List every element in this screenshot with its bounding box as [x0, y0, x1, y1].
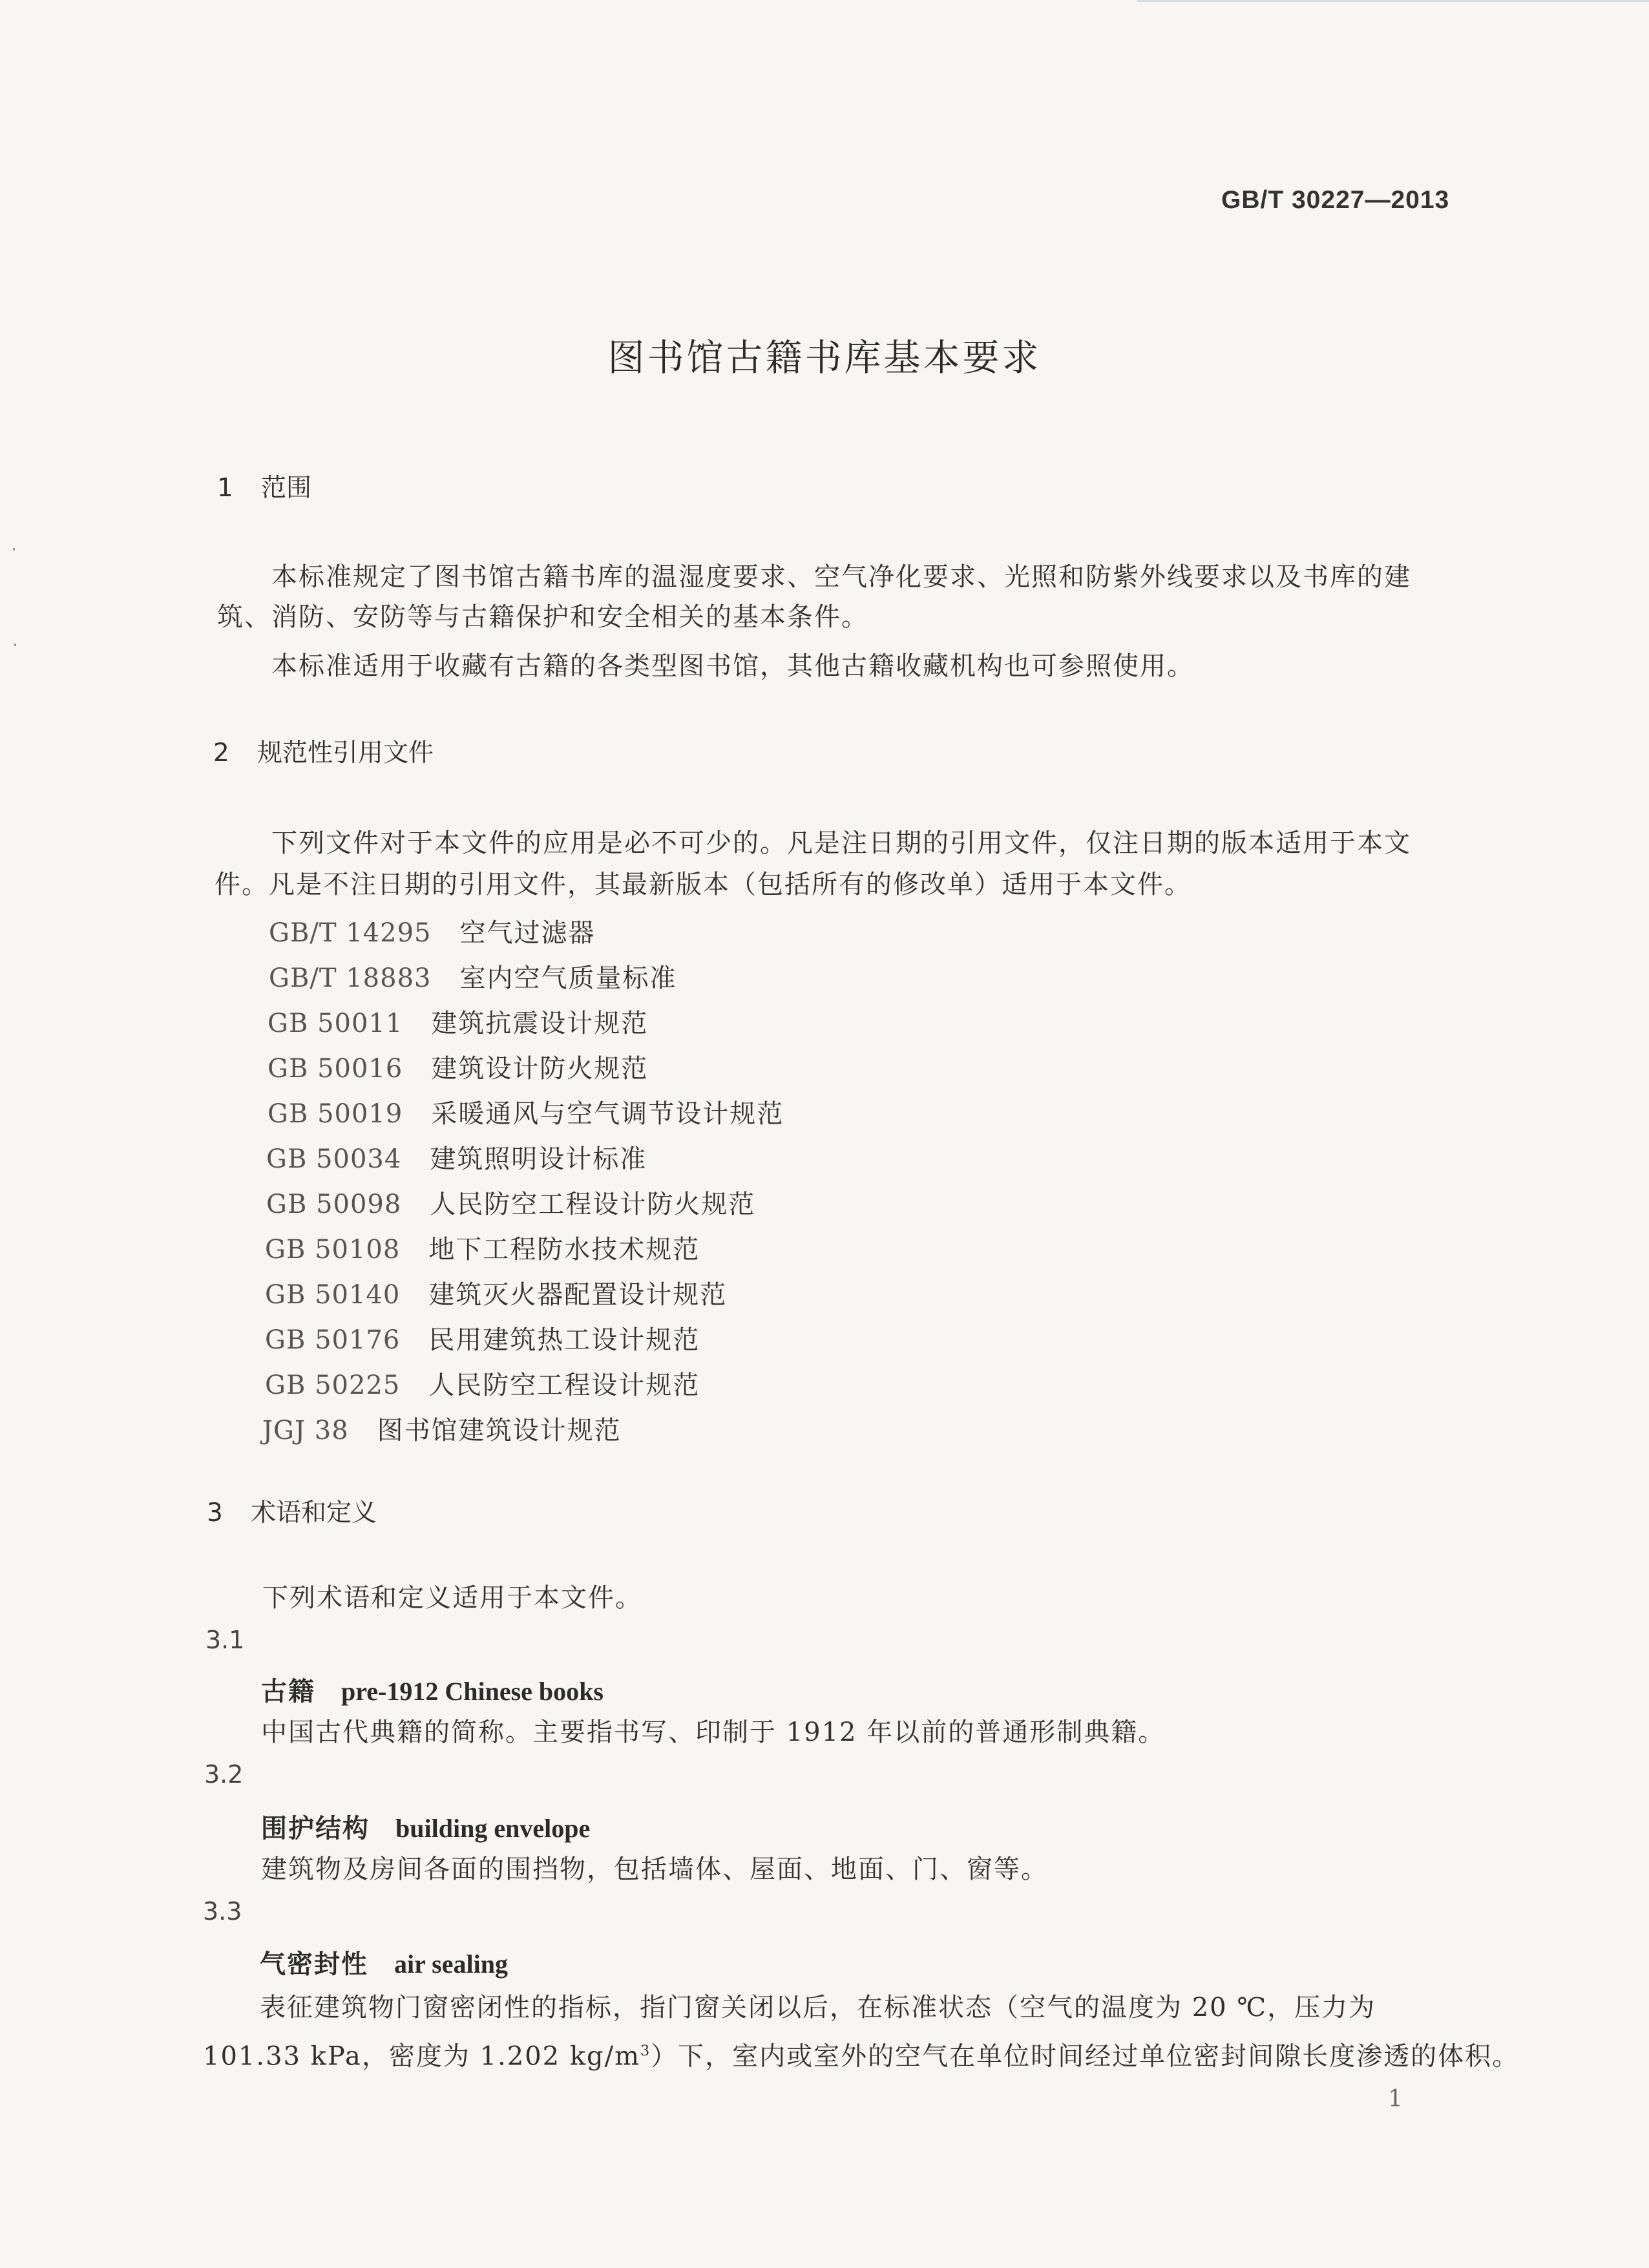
- section-2-heading: [213, 733, 434, 769]
- reference-item: [268, 1003, 648, 1040]
- standard-number: GB/T 30227—2013: [1221, 186, 1450, 214]
- scan-speck: [13, 548, 15, 551]
- reference-title: 地下工程防水技术规范: [428, 1235, 700, 1265]
- reference-code: GB 50225: [265, 1370, 401, 1400]
- reference-title: 建筑设计防火规范: [431, 1054, 649, 1084]
- page-number: 1: [1388, 2086, 1403, 2112]
- term-english: air sealing: [394, 1949, 508, 1979]
- term-heading: [261, 1808, 590, 1845]
- scan-speck: [14, 644, 16, 646]
- scan-top-edge: [1137, 0, 1649, 2]
- superscript: 3: [640, 2043, 651, 2059]
- section-title: 规范性引用文件: [257, 739, 434, 768]
- document-title: 图书馆古籍书库基本要求: [607, 337, 1042, 379]
- reference-title: 建筑灭火器配置设计规范: [428, 1280, 728, 1310]
- reference-title: 民用建筑热工设计规范: [428, 1325, 700, 1355]
- reference-code: GB 50011: [268, 1009, 403, 1038]
- reference-title: 室内空气质量标准: [459, 963, 677, 993]
- reference-item: [268, 1093, 784, 1130]
- reference-item: [265, 1319, 700, 1356]
- scope-paragraph-1-line-1: 本标准规定了图书馆古籍书库的温湿度要求、空气净化要求、光照和防紫外线要求以及书库的建: [271, 562, 1411, 592]
- reference-title: 图书馆建筑设计规范: [377, 1416, 622, 1445]
- section-number: 2: [213, 739, 229, 768]
- references-intro-line-1: 下列文件对于本文件的应用是必不可少的。凡是注日期的引用文件，仅注日期的版本适用于本文: [271, 828, 1411, 858]
- reference-code: GB 50098: [266, 1190, 402, 1219]
- reference-code: JGJ 38: [262, 1416, 349, 1445]
- reference-code: GB/T 18883: [269, 963, 432, 993]
- reference-code: GB 50016: [268, 1054, 403, 1084]
- term-heading: [261, 1671, 604, 1708]
- reference-title: 建筑照明设计标准: [430, 1144, 647, 1174]
- reference-item: [265, 1229, 700, 1266]
- reference-item: [265, 1274, 727, 1311]
- reference-item: [265, 1365, 700, 1402]
- section-number: 1: [217, 474, 233, 503]
- term-definition-line-1: 表征建筑物门窗密闭性的指标，指门窗关闭以后，在标准状态（空气的温度为 20 ℃，压力为: [260, 1993, 1376, 2022]
- reference-item: [268, 1048, 648, 1085]
- section-3-heading: [207, 1493, 377, 1529]
- reference-title: 人民防空工程设计规范: [428, 1370, 700, 1400]
- term-heading: [260, 1944, 508, 1980]
- section-title: 术语和定义: [251, 1498, 377, 1528]
- reference-item: [266, 1139, 647, 1175]
- term-number: 3.1: [205, 1626, 245, 1654]
- term-chinese: 围护结构: [261, 1814, 370, 1843]
- term-definition-line-2: 101.33 kPa，密度为 1.202 $kg/m^3$）下，室内或室外的空气在单位时间经过单位密封间隙长度渗透的体积。: [203, 2041, 1520, 2072]
- term-number: 3.2: [204, 1760, 244, 1789]
- term-english: building envelope: [395, 1814, 591, 1843]
- reference-code: GB 50140: [265, 1280, 401, 1310]
- term-chinese: 气密封性: [260, 1949, 368, 1979]
- reference-item: [269, 912, 595, 949]
- scope-paragraph-2: 本标准适用于收藏有古籍的各类型图书馆，其他古籍收藏机构也可参照使用。: [271, 651, 1194, 681]
- reference-code: GB 50034: [266, 1144, 402, 1174]
- section-1-heading: [217, 468, 311, 504]
- term-english: pre-1912 Chinese books: [341, 1677, 604, 1706]
- reference-title: 采暖通风与空气调节设计规范: [431, 1099, 784, 1129]
- reference-code: GB 50176: [265, 1325, 401, 1355]
- section-number: 3: [207, 1498, 223, 1528]
- term-chinese: 古籍: [261, 1677, 315, 1706]
- section-title: 范围: [261, 474, 312, 503]
- reference-item: [262, 1410, 622, 1447]
- scope-paragraph-1-line-2: 筑、消防、安防等与古籍保护和安全相关的基本条件。: [217, 602, 868, 632]
- reference-item: [266, 1184, 755, 1221]
- reference-item: [269, 958, 677, 994]
- terms-intro: 下列术语和定义适用于本文件。: [262, 1583, 642, 1613]
- term-definition: 中国古代典籍的简称。主要指书写、印制于 1912 年以前的普通形制典籍。: [261, 1717, 1166, 1747]
- reference-code: GB 50019: [268, 1099, 403, 1129]
- reference-title: 人民防空工程设计防火规范: [430, 1190, 756, 1219]
- reference-code: GB 50108: [265, 1235, 401, 1265]
- term-definition: 建筑物及房间各面的围挡物，包括墙体、屋面、地面、门、窗等。: [261, 1854, 1048, 1884]
- term-number: 3.3: [203, 1897, 242, 1926]
- references-intro-line-2: 件。凡是不注日期的引用文件，其最新版本（包括所有的修改单）适用于本文件。: [215, 870, 1192, 899]
- reference-code: GB/T 14295: [269, 918, 432, 948]
- reference-title: 空气过滤器: [459, 918, 596, 948]
- reference-title: 建筑抗震设计规范: [431, 1009, 649, 1038]
